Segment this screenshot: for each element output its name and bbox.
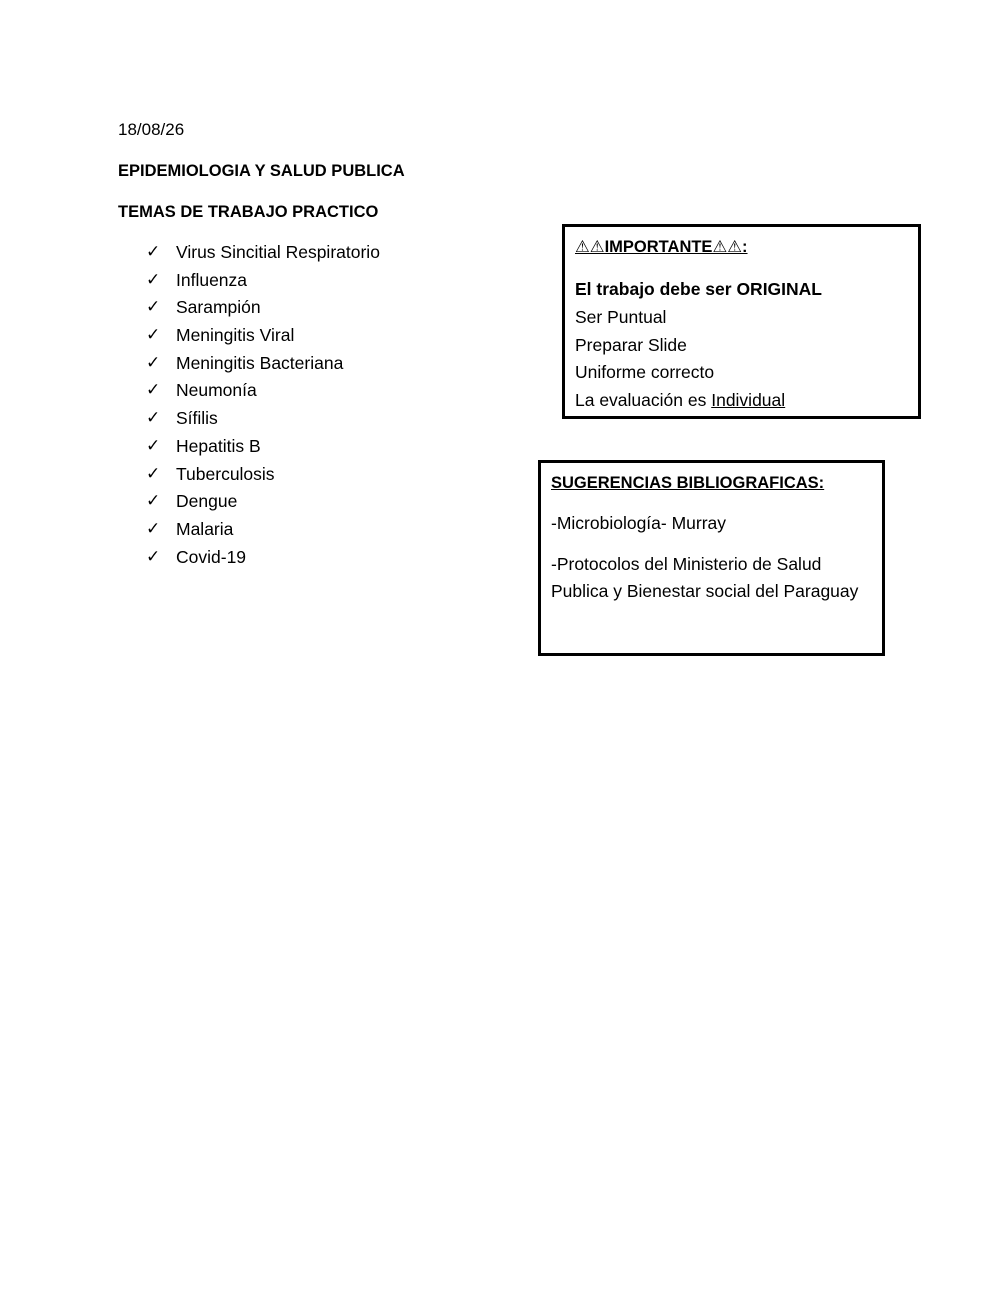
checkmark-icon: ✓	[146, 408, 161, 429]
checkmark-icon: ✓	[146, 380, 161, 401]
bibliography-item-continued: Publica y Bienestar social del Paraguay	[551, 581, 859, 601]
checkmark-icon: ✓	[146, 269, 161, 290]
checkmark-icon: ✓	[146, 325, 161, 346]
important-notice-box	[562, 224, 921, 419]
topics-list	[146, 240, 380, 572]
topic-label: Tuberculosis	[176, 463, 275, 484]
topic-label: Hepatitis B	[176, 435, 261, 456]
bibliography-title: SUGERENCIAS BIBLIOGRAFICAS:	[551, 474, 825, 492]
topic-label: Sífilis	[176, 408, 218, 429]
topic-label: Dengue	[176, 491, 238, 512]
course-title: EPIDEMIOLOGIA Y SALUD PUBLICA	[118, 162, 405, 180]
checkmark-icon: ✓	[146, 297, 161, 318]
checkmark-icon: ✓	[146, 242, 161, 262]
list-item	[146, 323, 380, 351]
important-title: ⚠⚠IMPORTANTE⚠⚠:	[575, 238, 748, 256]
topic-label: Virus Sincitial Respiratorio	[176, 242, 380, 262]
important-line-evaluation	[575, 388, 785, 412]
topic-label: Influenza	[176, 269, 248, 290]
topic-label: Neumonía	[176, 380, 257, 401]
checkmark-icon: ✓	[146, 518, 161, 539]
topic-label: Malaria	[176, 518, 234, 539]
bibliography-box	[538, 460, 885, 656]
topic-label: Sarampión	[176, 297, 261, 318]
checkmark-icon: ✓	[146, 435, 161, 456]
list-item	[146, 240, 380, 268]
list-item	[146, 545, 380, 573]
list-item	[146, 489, 380, 517]
topic-label: Covid-19	[176, 546, 247, 567]
list-item	[146, 378, 380, 406]
evaluation-emphasis: Individual	[711, 390, 786, 410]
important-line-punctual: Ser Puntual	[575, 307, 667, 327]
bibliography-item: -Protocolos del Ministerio de Salud	[551, 554, 822, 574]
important-line-original: El trabajo debe ser ORIGINAL	[575, 279, 822, 299]
list-item	[146, 295, 380, 323]
checkmark-icon: ✓	[146, 546, 161, 567]
list-item	[146, 406, 380, 434]
topic-label: Meningitis Bacteriana	[176, 352, 344, 373]
list-item	[146, 351, 380, 379]
list-item	[146, 517, 380, 545]
evaluation-prefix: La evaluación es	[575, 390, 712, 410]
checkmark-icon: ✓	[146, 463, 161, 484]
section-title: TEMAS DE TRABAJO PRACTICO	[118, 203, 379, 221]
bibliography-item: -Microbiología- Murray	[551, 513, 727, 533]
important-line-uniform: Uniforme correcto	[575, 362, 715, 382]
list-item	[146, 462, 380, 490]
document-date: 18/08/26	[118, 120, 185, 139]
checkmark-icon: ✓	[146, 352, 161, 373]
list-item	[146, 268, 380, 296]
important-line-slide: Preparar Slide	[575, 335, 687, 355]
topic-label: Meningitis Viral	[176, 325, 295, 346]
list-item	[146, 434, 380, 462]
checkmark-icon: ✓	[146, 491, 161, 512]
